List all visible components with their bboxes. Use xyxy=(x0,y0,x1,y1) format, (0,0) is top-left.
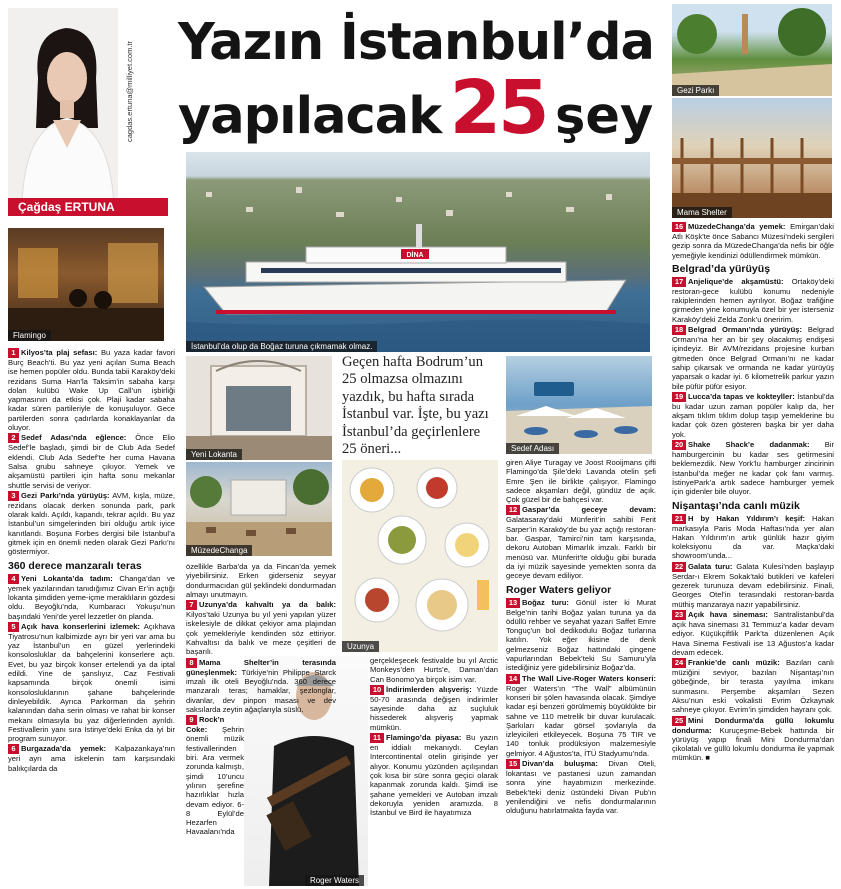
item-22-number: 22 xyxy=(672,562,686,572)
item-22-title: Galata turu: xyxy=(688,561,733,571)
sedef-adasi-photo xyxy=(506,356,652,454)
item-12-title: Gaspar’da geceye devam: xyxy=(522,505,656,515)
item-1-title: Kilyos’ta plaj sefası: xyxy=(21,348,98,357)
item-5-text: Açıkhava Tiyatrosu’nun kalbimizde ayrı bir yeri var ama bu yaz İstanbul’un en güzel yerlerindeki konsolosluklar da bahçelerini konserlere açtı. Evet, bu yaz birçok konser ertelendi ya da iptal edildi. Yine de şanslıyız, Caz Festivali kapsamında birçok önemli isimi konsolosluklarının şahane bahçelerinde dinleyebildik. Ayrıca Parkorman da şehrin kalanından daha serin olması ve rahat bir konser mekanı olmasıyla bu yaz diğerlerinden ayrıldı. Festivallerin yanı sıra İstinye’deki Enka da iyi bir program sunuyor. xyxy=(8,621,175,744)
author-portrait-figure xyxy=(8,8,118,206)
intro-text: Geçen hafta Bodrum’un 25 olmazsa olmazını yazdık, bu hafta sırada İstanbul var. İşte, bu yazı İstanbul’da geçirlenlere 25 öneri... xyxy=(342,354,489,458)
item-24 xyxy=(672,658,834,714)
item-23-title: Açık hava sineması: xyxy=(688,609,768,619)
item-21-text: Hakan markasıyla Paris Moda Haftası’nda yer alan Hakan Yıldırım’ın artık günlük hazır giyim koleksiyonu da var. Maçka’daki showroom’unda... xyxy=(672,513,834,561)
item-19-number: 19 xyxy=(672,392,686,402)
item-12-number: 12 xyxy=(506,505,520,515)
item-10-title: İndirimlerden alışveriş: xyxy=(386,684,472,694)
item-12 xyxy=(506,505,656,580)
roger-caption: Roger Waters xyxy=(305,875,364,886)
item-16-number: 16 xyxy=(672,222,686,232)
item-7-number: 7 xyxy=(186,600,197,610)
item-2-text: Önce Elio Sedef’le başladı, şimdi bir de Club Ada Sedef eklendi. Club Ada Sedef’te her cuma Havana Salsa grubu sahneye çıkıyor. Yemek ve akşamüstü partileri için hafta sonu mekanlar shuttle servisi de veriyor. xyxy=(8,433,175,490)
ferry-sign-text: DİNA xyxy=(406,252,424,259)
item-13 xyxy=(506,598,656,673)
author-portrait xyxy=(8,8,118,206)
item-3-title: Gezi Parkı’nda yürüyüş: xyxy=(21,490,110,500)
item-20-title: Shake Shack’e dadanmak: xyxy=(688,440,810,450)
item-20-number: 20 xyxy=(672,440,686,450)
item-15 xyxy=(506,759,656,815)
item-6 xyxy=(8,744,175,773)
item-4 xyxy=(8,574,175,621)
item-9-number: 9 xyxy=(186,715,197,725)
bosphorus-ferry-photo xyxy=(186,152,650,352)
column-4-continued: giren Aliye Turagay ve Joost Rooijmans çifti Flamingo’da Şile’deki Lavanda otelin şefi Emre Şen ile birlikte çalışıyor. Flamingo sadece akşamları değil, gündüz de açık. Çok güzel bir de bahçesi var. xyxy=(506,458,656,505)
item-21 xyxy=(672,514,834,561)
item-13-text: Gönül ister ki Murat Belge’nin tarihi Boğaz yaları turuna ya da ödüllü rehber ve seyahat yazarı Saffet Emre Tonguç’un bol dedikodulu Boğaz turlarına katılın. Yok eğer ikisine de denk gelmezseniz Boğaz hattındaki çingene vapurlarından Bebek’teki Su Samuru’yla istediğiniz yere gidebilirsiniz Boğaz’da. xyxy=(506,597,656,673)
item-8-title: Mama Shelter’in terasında güneşlenmek: xyxy=(186,657,336,677)
flamingo-photo-scene xyxy=(8,228,164,341)
item-14-text: Roger Waters’ın “The Wall” albümünün konseri bir şölen havasında olacak. Şimdiye kadar eşi benzeri görülmemiş büyüklükte bir sahne ve 110 metrelik bir duvar kurulacak. Şarkıları kadar görsel şovlarıyla da izleyicileri etkileyecek. Boşuna 75 TIR ve 140 tonluk prodüksiyon malzemesiyle gelmiyor. 4 Ağustos’ta, İTÜ Stadyumu’nda. xyxy=(506,683,656,758)
item-2-title: Sedef Adası’nda eğlence: xyxy=(21,433,127,443)
item-25 xyxy=(672,716,834,763)
item-6-number: 6 xyxy=(8,744,19,754)
column-5 xyxy=(672,222,834,886)
item-6-title: Burgazada’da yemek: xyxy=(21,744,107,754)
headline-line-1: Yazın İstanbul’da xyxy=(178,13,654,72)
column-4 xyxy=(506,458,656,888)
item-17-title: Anjelique’de akşamüstü: xyxy=(688,276,784,286)
item-8-number: 8 xyxy=(186,658,197,668)
item-22 xyxy=(672,562,834,609)
item-10 xyxy=(370,685,498,732)
item-8 xyxy=(186,658,336,714)
item-3-text: AVM, kışla, müze, rezidans olacak derken sonunda park, park olarak kaldı. Açıldı, kapandı, tekrar açıldı. Bu yaz İstanbul’un simgelerinden biri olduğu artık iyice kanıtlandı. Boşuna Forbes dergisi bile İstanbul’a gitmek için en önemli neden olarak Gezi Parkı’nı göstermiyor. xyxy=(8,490,175,557)
item-11 xyxy=(370,733,498,817)
uzunya-breakfast-scene xyxy=(342,460,498,652)
item-7-title: Uzunya’da kahvaltı ya da balık: xyxy=(199,600,336,610)
item-1-text: Bu yaza kadar favori Burç Beach’ti. Bu yaz yeni açılan Suma Beach ise hemen popüler oldu. Bunda tabii Karaköy’deki rezidans Suma Han’la Taksim’in sabaha karşı dolan kulübü Wake Up Call’un işbirliği yapmasının da etkisi çok. Plaji kadar sabaha kadar süren partileriyle de konuşuluyor. Gece partilerden sonra çadırlarda konaklayanlar da oluyor. xyxy=(8,348,175,433)
item-3 xyxy=(8,491,175,557)
author-name: Çağdaş ERTUNA xyxy=(18,200,115,214)
item-22-text: Galata Kulesi’nden başlayıp Serdar-ı Ekrem Sokak’taki butikleri ve kafeleri gezerek turunuza devam edebilirsiniz. Finali, Georges Otel’in terasındaki restoran-barda müthiş manzaraya nazır yapabilirsiniz. xyxy=(672,561,834,609)
flamingo-photo xyxy=(8,228,164,341)
gezi-park-scene xyxy=(672,4,832,96)
item-4-number: 4 xyxy=(8,574,19,584)
item-24-text: Bazıları canlı müziğini seviyor, bazıları Nişantaşı’nın göbeğinde, bir terasta yayılma imkanı sunmasını. Perşembe akşamları Sezen Aksu’nun eski vokalisti Evrim Özkaynak sahneye çıkıyor. Evrim’in şimdiden hayranı çok. xyxy=(672,658,834,715)
item-8-text: Türkiye’nin Philippe Starck imzalı ilk oteli Beyoğlu’nda. 360 derece manzaralı teras; hamaklar, şezlonglar, divanlar, dev pinpon masası ve dev saksılarda zeytin ağaçlarıyla süslü. xyxy=(186,667,336,714)
item-18-text: Belgrad Ormanı’na her an bir şey olacakmış endişesi içindeyiz. Bir AVM/rezidans projesine kurban gitmeden önce Belgrad Ormanı’nı ne kadar sahip çıkarsak ve ormanda ne kadar yürüyüş yaparsak o kadar iyi. 6 kilometrelik parkur yazın bile püfür püfür esiyor. xyxy=(672,325,834,391)
item-12-text: Galatasaray’daki Münferit’in sahibi Ferit Sarper’in Karaköy’de bu yaz açtığı restoran-bar. Gaspar, Tamirci’nin tam karşısında, dekoru Autoban Mimarlık imzalı. Farklı bir menüsü var. Münferit’te olduğu gibi burada da iyi müzik sayesinde yemekten sonra da geceye devam ediliyor. xyxy=(506,515,656,581)
item-4-text: Changa’dan ve yemek yazılarından tanıdığımız Civan Er’in açtığı lokanta şimdiden yeme-içme meraklıların gözdesi oldu. Beyoğlu’nda, Kumbaracı Yokuşu’nun başındaki Yeni’de yerel lezzetler ön planda. xyxy=(8,573,175,621)
item-1 xyxy=(8,348,175,432)
gezi-caption: Gezi Parkı xyxy=(672,85,719,96)
column-2-continued: özellikle Barba’da ya da Fincan’da yemek yiyebilirsiniz. Erken giderseniz seyyar dondurmacıdan gül şeklindeki dondurmadan almayı unutmayın. xyxy=(186,562,336,599)
item-4-title: Yeni Lokanta’da tadım: xyxy=(21,573,113,583)
item-14-title: The Wall Live-Roger Waters konseri: xyxy=(522,673,656,683)
item-2 xyxy=(8,433,175,489)
item-11-text: Bu yazın en iddialı mekanıydı. Ceylan Intercontinental otelin girişinde yer alıyor. Konumu yüzünden açılışından çok kısa bir süre sonra geçici olarak kapanmak zorunda kaldı. Şimdi ise şahane yemekleri ve Autoban imzalı dekoruyla yeniden aramızda. 8 İstanbul ve Bird ile hayatımıza xyxy=(370,733,498,818)
item-1-number: 1 xyxy=(8,348,19,358)
mama-shelter-scene xyxy=(672,98,832,218)
item-25-number: 25 xyxy=(672,716,686,726)
item-10-number: 10 xyxy=(370,685,384,695)
item-24-title: Frankie’de canlı müzik: xyxy=(688,658,780,668)
muzedechanga-photo xyxy=(186,462,332,556)
section-heading-roger-waters: Roger Waters geliyor xyxy=(506,583,612,596)
ferry-scene xyxy=(186,152,650,352)
mama-caption: Mama Shelter xyxy=(672,207,732,218)
column-3 xyxy=(370,656,498,888)
item-15-text: Divan Oteli, lokantası ve pastanesi uzun zamandan sonra yine hayatımızın merkezinde. Bebek’teki deniz üstündeki Divan Pub’ın yenilendiğini ve nefis dondurmalarının olduğunu hatırlatmakta fayda var. xyxy=(506,759,656,816)
author-email: cagdas.ertuna@milliyet.com.tr xyxy=(125,41,134,142)
headline-word-sey: şey xyxy=(555,87,654,146)
item-18-number: 18 xyxy=(672,325,686,335)
item-16 xyxy=(672,222,834,260)
column-3-continued: gerçekleşecek festivalde bu yıl Arctic Monkeys’den Hurts’e, Daman’dan Can Bonomo’ya birçok isim var. xyxy=(370,656,498,684)
headline-line-2 xyxy=(178,65,654,151)
sedef-adasi-scene xyxy=(506,356,652,454)
item-23 xyxy=(672,610,834,657)
section-heading-belgrad: Belgrad’da yürüyüş xyxy=(672,262,771,275)
item-9 xyxy=(186,715,244,837)
yeni-lokanta-scene xyxy=(186,356,332,460)
item-23-text: Santralistanbul’da açık hava sineması 31 Temmuz’a kadar devam ediyor. Küçükçiftlik Park’ta düzenlenen Açık Hava Sinema Festivali ise 13 Ağustos’a kadar devam edecek. xyxy=(672,609,834,657)
item-7 xyxy=(186,600,336,656)
item-10-text: Yüzde 50-70 arasında değişen indirimler sayesinde daha az suçluluk hissederek alışveriş yapmak mümkün. xyxy=(370,684,498,732)
item-23-number: 23 xyxy=(672,610,686,620)
item-9-text: Şehrin önemli müzik festivallerinden biri. Ara vermek zorunda kalmıştı, şimdi 10’uncu yılının şerefine hazırlıklar hızla devam ediyor. 6-8 Eylül’de Hezarfen Havaalanı’nda xyxy=(186,725,244,837)
item-2-number: 2 xyxy=(8,433,19,443)
item-7-text: Kilyos’taki Uzunya bu yıl yeni yapılan yüzer iskelesiyle de dikkat çekiyor ama plajından çok yemekleriyle kendinden söz ettiriyor. Kahvaltısı da balık ve meze çeşitleri de başarılı. xyxy=(186,610,336,657)
item-14-number: 14 xyxy=(506,674,520,684)
uzunya-photo xyxy=(342,460,498,652)
uzunya-caption: Uzunya xyxy=(342,641,379,652)
item-21-title: H by Hakan Yıldırım’ı keşif: xyxy=(688,513,806,523)
item-25-title: Mini Dondurma’da güllü lokumlu dondurma: xyxy=(672,715,834,735)
item-15-number: 15 xyxy=(506,759,520,769)
gezi-park-photo xyxy=(672,4,832,96)
item-19 xyxy=(672,392,834,439)
headline-number: 25 xyxy=(449,65,547,151)
flamingo-caption: Flamingo xyxy=(8,330,51,341)
item-11-number: 11 xyxy=(370,733,384,743)
yeni-lokanta-caption: Yeni Lokanta xyxy=(186,449,242,460)
item-13-title: Boğaz turu: xyxy=(522,597,569,607)
yeni-lokanta-photo xyxy=(186,356,332,460)
item-5-title: Açık hava konserlerini izlemek: xyxy=(21,621,140,631)
section-heading-nisantasi: Nişantaşı’nda canlı müzik xyxy=(672,499,800,512)
item-18-title: Belgrad Ormanı’nda yürüyüş: xyxy=(688,325,803,335)
item-17-text: Ortaköy’deki restoran-gece kulübü konumu nedeniyle rakiplerinden hemen ayrılıyor. Boğaz trafiğine girmeden yine konumuyla özel bir yer isterseniz Karaköy’deki Zelda Zonk’u öneririm. xyxy=(672,276,834,324)
ferry-caption: İstanbul’da olup da Boğaz turuna çıkmamak olmaz. xyxy=(186,341,377,352)
item-25-text: Kuruçeşme-Bebek hattında bir yürüyüş yapıp finali Mini Dondurma’dan çikolatalı ve güllü lokumlu dondurma ile yapmak mümkün. ■ xyxy=(672,725,834,763)
item-21-number: 21 xyxy=(672,514,686,524)
item-5 xyxy=(8,622,175,744)
item-24-number: 24 xyxy=(672,658,686,668)
item-3-number: 3 xyxy=(8,491,19,501)
muzedechanga-scene xyxy=(186,462,332,556)
item-19-title: Lucca’da tapas ve kokteyller: xyxy=(688,391,795,401)
muzedechanga-caption: MüzedeChanga xyxy=(186,545,252,556)
item-6-text: Kalpazankaya’nın yeri ayrı ama iskelenin tam karşısındaki balıkçılarda da xyxy=(8,744,175,773)
item-18 xyxy=(672,325,834,391)
item-17-number: 17 xyxy=(672,277,686,287)
headline-word-yapilacak: yapılacak xyxy=(178,87,442,146)
section-heading-teras: 360 derece manzaralı teras xyxy=(8,559,142,572)
column-2 xyxy=(186,562,336,888)
author-name-bar xyxy=(8,198,168,216)
column-1 xyxy=(8,348,175,888)
item-17 xyxy=(672,277,834,324)
item-19-text: İstanbul’da bu kadar uzun zaman popüler kalıp da, her akşam tıklım tıklım dolup taşıp yemeklerine bu kadar çok özen gösteren başka bir yer daha yok. xyxy=(672,391,834,439)
item-11-title: Flamingo’da piyasa: xyxy=(386,733,462,743)
mama-shelter-photo xyxy=(672,98,832,218)
item-20 xyxy=(672,440,834,496)
item-15-title: Divan’da buluşma: xyxy=(522,759,598,769)
item-20-text: Bir hamburgercinin bu kadar ses getirmesini beklemezdik. New York’lu hamburger zincirinin İstanbul’da meğer ne kadar çok fanı varmış. İstinyePark’a artık sadece hamburger yemek için gidenler bile oluyor. xyxy=(672,440,834,497)
item-14 xyxy=(506,674,656,758)
item-16-text: Emirgan’daki Atlı Köşk’te önce Sabancı Müzesi’ndeki sergileri gezip sonra da MüzedeChanga’da nefis bir öğle yemeğiyle kendinizi ödüllendirmek mümkün. xyxy=(672,222,834,260)
item-9-title: Rock’n Coke: xyxy=(186,715,225,735)
item-13-number: 13 xyxy=(506,598,520,608)
item-16-title: MüzedeChanga’da yemek: xyxy=(688,222,786,231)
sedef-caption: Sedef Adası xyxy=(506,443,559,454)
item-5-number: 5 xyxy=(8,622,19,632)
